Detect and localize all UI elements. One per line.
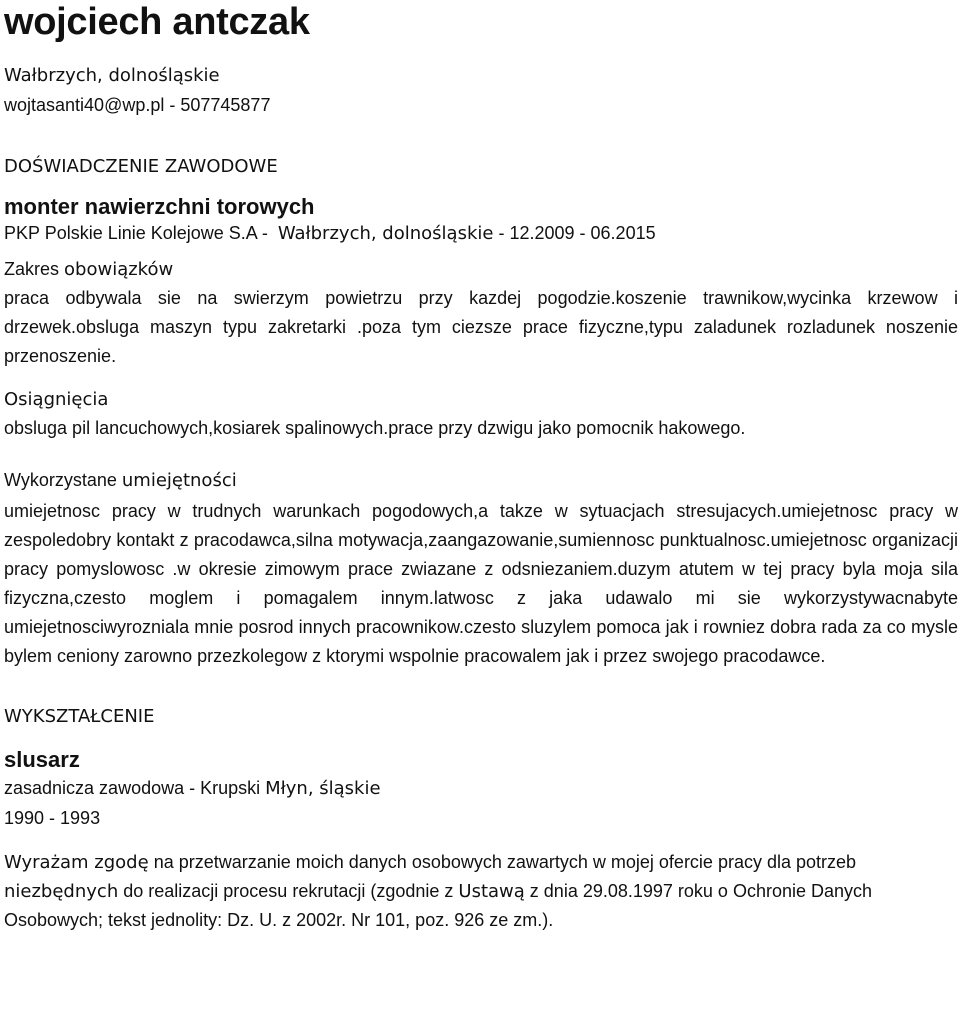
job-meta	[4, 221, 958, 246]
consent-p6: z dnia 29.08.1997 roku o Ochronie Danych Osobowych; tekst jednolity: Dz. U. z 2002r. Nr 101, poz. 926 ze zm.).	[4, 881, 873, 930]
achievements-label: Osiągnięcia	[4, 389, 109, 410]
education-heading: WYKSZTAŁCENIE	[4, 706, 155, 727]
job-period: 12.2009 - 06.2015	[509, 223, 656, 243]
skills-label	[4, 468, 958, 493]
achievements-text: obsluga pil lancuchowych,kosiarek spalinowych.prace przy dzwigu jako pomocnik hakowego.	[4, 418, 746, 438]
job-location: Wałbrzych, dolnośląskie	[277, 223, 494, 244]
job-sep-2: -	[493, 223, 510, 243]
education-school	[4, 776, 958, 801]
candidate-contact: wojtasanti40@wp.pl - 507745877	[4, 95, 271, 115]
duties-label-a: Zakres	[4, 259, 65, 279]
candidate-location: Wałbrzych, dolnośląskie	[4, 65, 220, 86]
job-sep-1: -	[256, 223, 273, 243]
candidate-name: wojciech antczak	[4, 1, 310, 43]
experience-heading: DOŚWIADCZENIE ZAWODOWE	[4, 156, 278, 177]
consent-p4: do realizacji procesu rekrutacji (zgodnie z	[118, 881, 459, 901]
skills-label-a: Wykorzystane	[4, 470, 122, 490]
consent-p1: Wyrażam zgodę	[4, 852, 149, 873]
education-title: slusarz	[4, 747, 80, 772]
duties-text: praca odbywala sie na swierzym powietrzu przy kazdej pogodzie.koszenie trawnikow,wycinka krzewow i drzewek.obsluga maszyn typu zakretarki .poza tym ciezsze prace fizyczne,typu zaladunek rozladunek noszenie przenoszenie.	[4, 288, 958, 366]
duties-label-b: obowiązków	[64, 259, 174, 280]
education-school-a: zasadnicza zawodowa - Krupski	[4, 778, 266, 798]
education-school-b: Młyn, śląskie	[265, 778, 381, 799]
education-period: 1990 - 1993	[4, 808, 101, 828]
job-title: monter nawierzchni torowych	[4, 194, 315, 219]
duties-label	[4, 257, 958, 282]
skills-text: umiejetnosc pracy w trudnych warunkach pogodowych,a takze w sytuacjach stresujacych.umiejetnosc pracy w zespoledobry kontakt z pracodawca,silna motywacja,zaangazowanie,sumiennosc punktualnosc.umiejetnosc organizacji pracy pomyslowosc .w okresie zimowym prace zwiazane z odsniezaniem.duzym atutem w tej pracy byla moja sila fizyczna,czesto moglem i pomagalem innym.latwosc z jaka udawalo mi sie wykorzystywacnabyte umiejetnosciwyrozniala mnie posrod innych pracownikow.czesto sluzylem pomoca jak i rowniez dobra rada za co mysle bylem ceniony zarowno przezkolegow z ktorymi wspolnie pracowalem jak i przez swojego pracodawce.	[4, 501, 958, 666]
cv-document	[4, 0, 958, 935]
skills-label-b: umiejętności	[121, 470, 237, 491]
consent-p3: niezbędnych	[4, 881, 119, 902]
consent-p2: na przetwarzanie moich danych osobowych zawartych w mojej ofercie pracy dla potrzeb	[148, 852, 857, 872]
consent-p5: Ustawą	[458, 881, 525, 902]
job-company: PKP Polskie Linie Kolejowe S.A	[4, 223, 257, 243]
consent-clause	[4, 848, 954, 935]
